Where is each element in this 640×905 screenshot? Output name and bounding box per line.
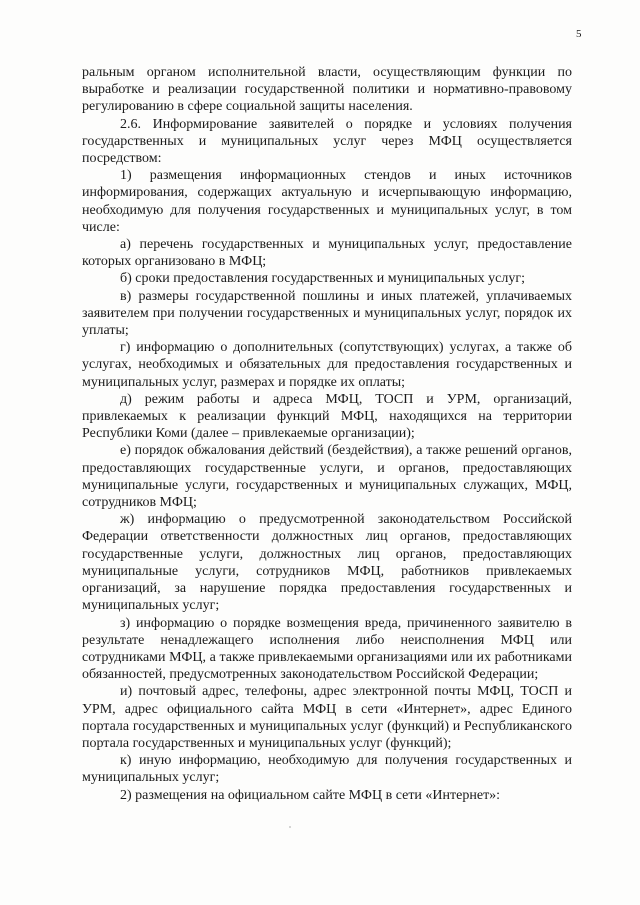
paragraph-continuation: ральным органом исполнительной власти, осуществляющим функции по выработке и реализации государственной политики и нормативно-правовому регулированию в сфере социальной защиты населения. <box>82 65 572 115</box>
paragraph-item-v: в) размеры государственной пошлины и иных платежей, уплачиваемых заявителем при получении государственных и муниципальных услуг, порядок их уплаты; <box>82 288 572 339</box>
paragraph-item-2: 2) размещения на официальном сайте МФЦ в сети «Интернет»: <box>120 787 501 803</box>
paragraph-item-d: д) режим работы и адреса МФЦ, ТОСП и УРМ, организаций, привлекаемых к реализации функций МФЦ, находящихся на территории Республики Коми (далее – привлекаемые организации); <box>82 391 572 442</box>
paragraph-item-i: и) почтовый адрес, телефоны, адрес электронной почты МФЦ, ТОСП и УРМ, адрес официального сайта МФЦ в сети «Интернет», адрес Единого портала государственных и муниципальных услуг (функций) и Республиканского портала государственных и муниципальных услуг (функций); <box>82 684 572 751</box>
paragraph-item-z: з) информацию о порядке возмещения вреда, причиненного заявителю в результате ненадлежащего исполнения либо неисполнения МФЦ или сотрудниками МФЦ, а также привлекаемыми организациями или их работниками обязанностей, предусмотренных законодательством Российской Федерации; <box>82 615 572 683</box>
paragraph-2-6: 2.6. Информирование заявителей о порядке и условиях получения государственных и муниципальных услуг через МФЦ осуществляется посредством: <box>82 116 572 167</box>
paragraph-item-k: к) иную информацию, необходимую для получения государственных и муниципальных услуг; <box>82 753 572 786</box>
scan-artifact <box>289 826 291 828</box>
paragraph-item-g: г) информацию о дополнительных (сопутствующих) услугах, а также об услугах, необходимых и обязательных для предоставления государственных и муниципальных услуг, размерах и порядке их оплаты; <box>82 340 572 390</box>
page-number: 5 <box>576 28 582 40</box>
paragraph-item-e: е) порядок обжалования действий (бездействия), а также решений органов, предоставляющих государственные услуги, и органов, предоставляющих муниципальные услуги, государственных и муниципальных служащих, МФЦ, сотрудников МФЦ; <box>82 443 572 511</box>
paragraph-item-b: б) сроки предоставления государственных и муниципальных услуг; <box>120 271 525 287</box>
paragraph-item-a: а) перечень государственных и муниципальных услуг, предоставление которых организовано в МФЦ; <box>82 237 572 270</box>
document-body <box>82 64 572 804</box>
paragraph-item-zh: ж) информацию о предусмотренной законодательством Российской Федерации ответственности должностных лиц органов, предоставляющих государственные услуги, должностных лиц органов, предоставляющих муниципальные услуги, сотрудников МФЦ, работников привлекаемых организаций, за нарушение порядка предоставления государственных и муниципальных услуг; <box>82 512 572 614</box>
paragraph-item-1: 1) размещения информационных стендов и иных источников информирования, содержащих актуальную и исчерпывающую информацию, необходимую для получения государственных и муниципальных услуг, в том числе: <box>82 168 572 235</box>
